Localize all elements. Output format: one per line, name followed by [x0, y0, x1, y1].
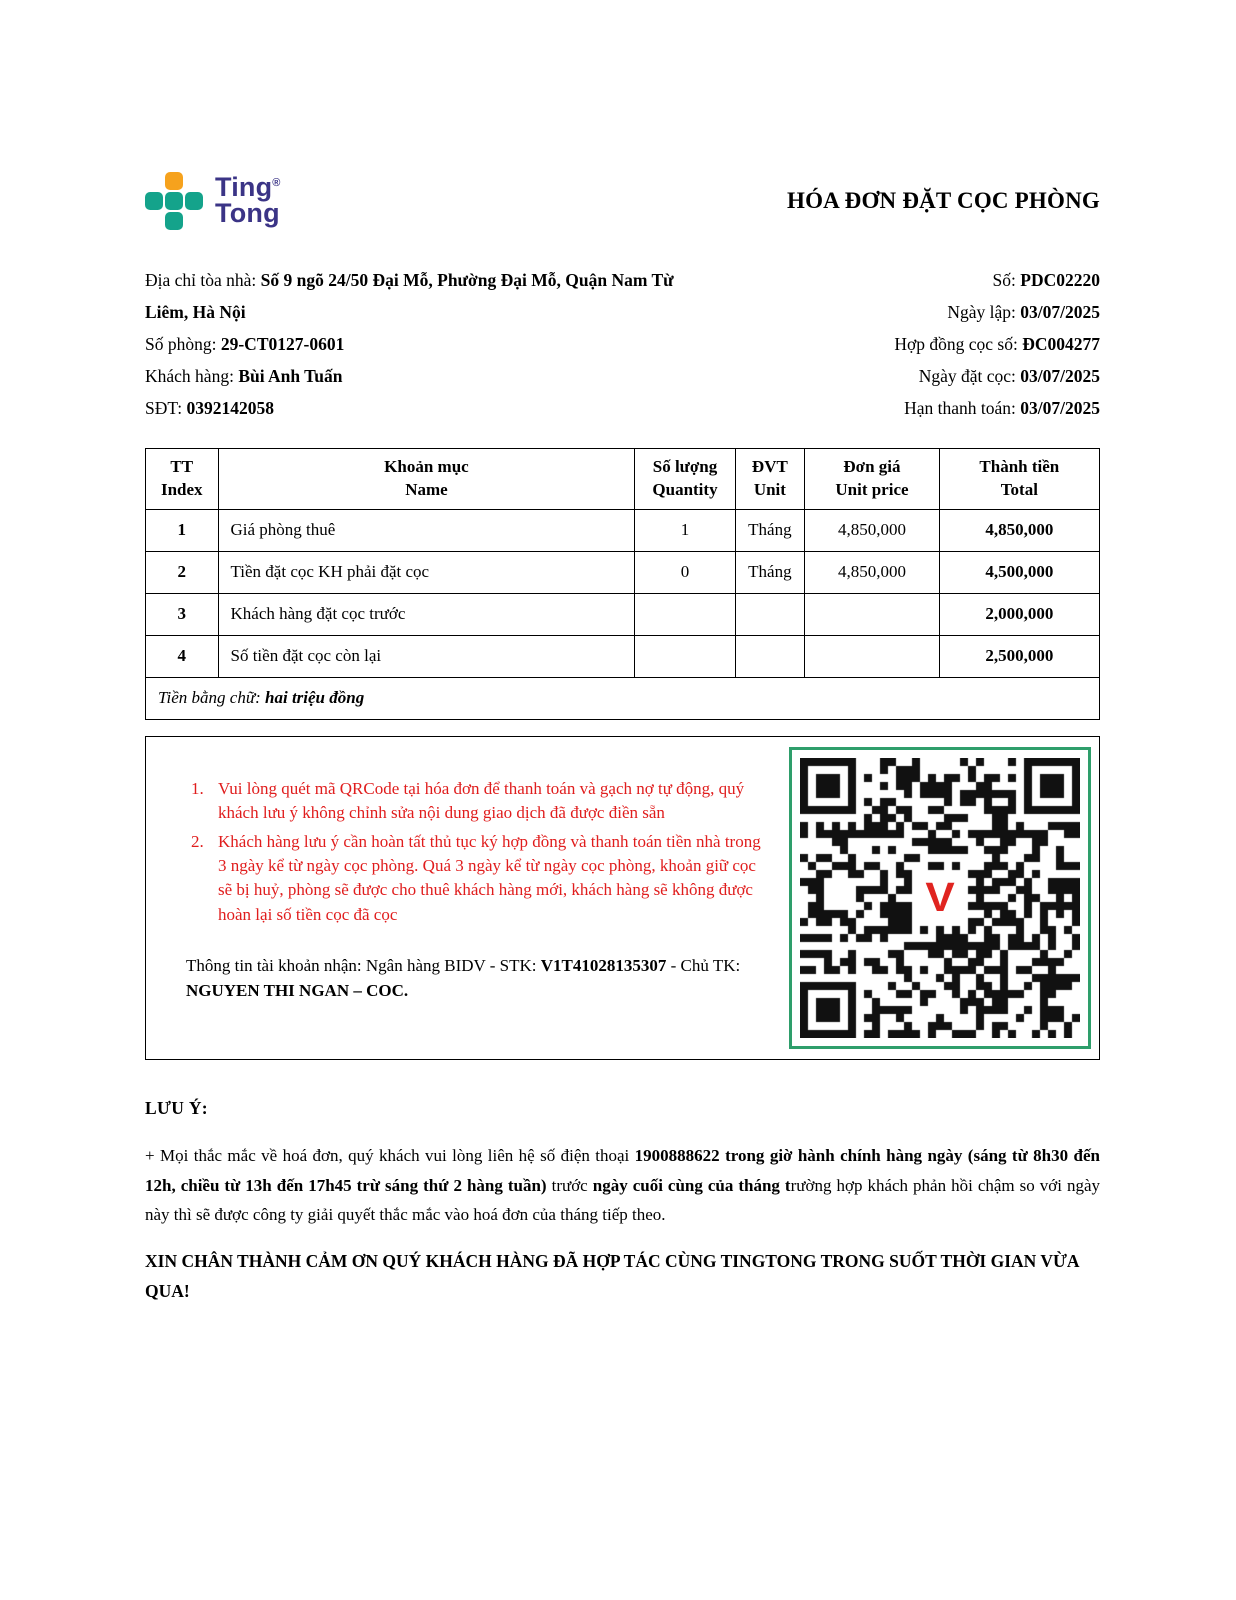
table-header-row: [146, 449, 1100, 510]
footer-support-paragraph: + Mọi thắc mắc về hoá đơn, quý khách vui lòng liên hệ số điện thoại 1900888622 trong giờ hành chính hàng ngày (sáng từ 8h30 đến 12h, chiều từ 13h đến 17h45 trừ sáng thứ 2 hàng tuần) trước ngày cuối cùng của tháng trường hợp khách phản hồi chậm so với ngày này thì sẽ được công ty giải quyết thắc mắc vào hoá đơn của tháng tiếp theo.: [145, 1145, 1101, 1225]
footer-note-heading: LƯU Ý:: [145, 1097, 208, 1118]
logo-cell-left: [145, 192, 163, 210]
item-quantity: [635, 635, 735, 677]
wordmark-line-1: Ting®: [215, 172, 281, 203]
amount-in-words-label: Tiền bằng chữ:: [158, 688, 266, 708]
invoice-title: HÓA ĐƠN ĐẶT CỌC PHÒNG: [786, 188, 1100, 213]
building-address-row: [145, 264, 685, 328]
item-name: Tiền đặt cọc KH phải đặt cọc: [218, 551, 635, 593]
room-number-label: Số phòng:: [145, 334, 221, 354]
item-total: 4,850,000: [939, 509, 1099, 551]
table-row: [146, 509, 1100, 551]
registered-mark-icon: ®: [272, 177, 281, 190]
logo-cell-right: [185, 192, 203, 210]
qr-column: [781, 737, 1099, 1059]
deposit-date-value: 03/07/2025: [1020, 366, 1100, 386]
phone-value: 0392142058: [186, 398, 274, 418]
header-unit-price: Đơn giá Unit price: [805, 449, 940, 510]
item-unit-price: 4,850,000: [805, 551, 940, 593]
payment-notes-box: [145, 736, 1100, 1060]
item-unit: Tháng: [735, 551, 805, 593]
meta-left-column: [145, 264, 685, 424]
item-unit-price: [805, 635, 940, 677]
item-name: Số tiền đặt cọc còn lại: [218, 635, 635, 677]
item-total: 2,000,000: [939, 593, 1099, 635]
customer-label: Khách hàng:: [145, 366, 239, 386]
qr-center-logo: [913, 871, 967, 925]
heart-v-icon: V: [925, 874, 955, 920]
amount-in-words-row: [146, 677, 1100, 719]
header-quantity: Số lượng Quantity: [635, 449, 735, 510]
item-name: Giá phòng thuê: [218, 509, 635, 551]
logo-cell-orange: [165, 172, 183, 190]
item-quantity: 0: [635, 551, 735, 593]
meta-right-column: [894, 264, 1100, 424]
invoice-number-value: PDC02220: [1020, 270, 1100, 290]
wordmark-line-2: Tong: [215, 198, 280, 228]
customer-value: Bùi Anh Tuấn: [238, 366, 343, 386]
room-number-row: [145, 328, 685, 360]
issue-date-row: [894, 296, 1100, 328]
header-index: TT Index: [146, 449, 219, 510]
amount-in-words: [146, 677, 1100, 719]
contract-number-row: [894, 328, 1100, 360]
deposit-date-label: Ngày đặt cọc:: [918, 366, 1021, 386]
tingtong-wordmark: [215, 172, 281, 228]
item-unit: [735, 635, 805, 677]
item-name: Khách hàng đặt cọc trước: [218, 593, 635, 635]
issue-date-value: 03/07/2025: [1020, 302, 1100, 322]
item-index: 4: [146, 635, 219, 677]
item-quantity: 1: [635, 509, 735, 551]
tingtong-logo: [145, 172, 281, 230]
logo-cell-center: [165, 192, 183, 210]
qr-code: [789, 747, 1091, 1049]
items-table: [145, 448, 1100, 720]
contract-number-label: Hợp đồng cọc số:: [894, 334, 1023, 354]
bank-account-info: Thông tin tài khoản nhận: Ngân hàng BIDV - STK: V1T41028135307 - Chủ TK: NGUYEN THI NGAN – COC.: [186, 955, 741, 1001]
tingtong-plus-icon: [145, 172, 203, 230]
item-total: 2,500,000: [939, 635, 1099, 677]
table-row: [146, 593, 1100, 635]
item-unit-price: 4,850,000: [805, 509, 940, 551]
room-number-value: 29-CT0127-0601: [220, 334, 345, 354]
thank-you-message: XIN CHÂN THÀNH CẢM ƠN QUÝ KHÁCH HÀNG ĐÃ HỢP TÁC CÙNG TINGTONG TRONG SUỐT THỜI GIAN VỪA QUA!: [145, 1251, 1079, 1301]
header-name: Khoản mục Name: [218, 449, 635, 510]
item-unit-price: [805, 593, 940, 635]
building-address-value: Số 9 ngõ 24/50 Đại Mỗ, Phường Đại Mỗ, Quận Nam Từ Liêm, Hà Nội: [145, 270, 674, 322]
due-date-label: Hạn thanh toán:: [904, 398, 1021, 418]
contract-number-value: ĐC004277: [1022, 334, 1100, 354]
header-unit: ĐVT Unit: [735, 449, 805, 510]
item-quantity: [635, 593, 735, 635]
table-row: [146, 551, 1100, 593]
invoice-meta: [145, 264, 1100, 424]
payment-notes-list: [166, 777, 765, 927]
item-index: 3: [146, 593, 219, 635]
issue-date-label: Ngày lập:: [947, 302, 1021, 322]
invoice-number-row: [894, 264, 1100, 296]
payment-note-item: 2. Khách hàng lưu ý cần hoàn tất thủ tục ký hợp đồng và thanh toán tiền nhà trong 3 ngày kể từ ngày cọc phòng. Quá 3 ngày kể từ ngày cọc phòng, khoản giữ cọc sẽ bị huỷ, phòng sẽ được cho thuê khách hàng mới, khách hàng sẽ không được hoàn lại số tiền cọc đã cọc: [208, 830, 765, 927]
due-date-row: [894, 392, 1100, 424]
amount-in-words-value: hai triệu đồng: [265, 688, 365, 708]
due-date-value: 03/07/2025: [1020, 398, 1100, 418]
header-total: Thành tiền Total: [939, 449, 1099, 510]
invoice-number-label: Số:: [992, 270, 1021, 290]
logo-cell-bottom: [165, 212, 183, 230]
phone-label: SĐT:: [145, 398, 187, 418]
item-unit: Tháng: [735, 509, 805, 551]
building-address-label: Địa chỉ tòa nhà:: [145, 270, 261, 290]
payment-note-item: 1. Vui lòng quét mã QRCode tại hóa đơn để thanh toán và gạch nợ tự động, quý khách lưu ý không chỉnh sửa nội dung giao dịch đã được điền sẵn: [208, 777, 765, 825]
payment-notes-content: [146, 737, 781, 1059]
phone-row: [145, 392, 685, 424]
deposit-date-row: [894, 360, 1100, 392]
invoice-header: [145, 172, 1100, 230]
item-index: 2: [146, 551, 219, 593]
item-total: 4,500,000: [939, 551, 1099, 593]
item-index: 1: [146, 509, 219, 551]
table-row: [146, 635, 1100, 677]
customer-row: [145, 360, 685, 392]
item-unit: [735, 593, 805, 635]
